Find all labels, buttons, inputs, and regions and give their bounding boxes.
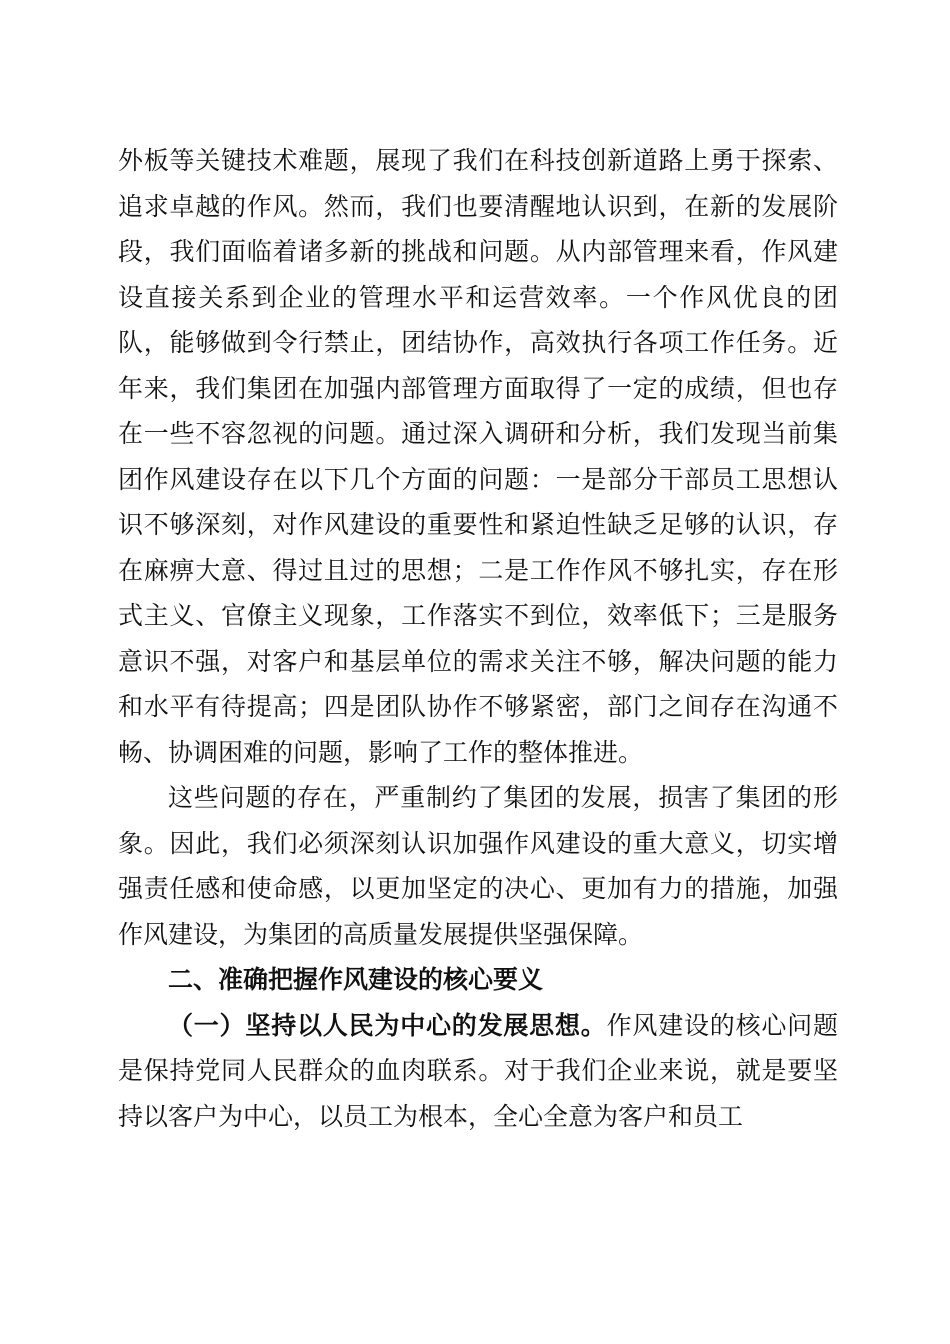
section-heading: 二、准确把握作风建设的核心要义 xyxy=(168,965,544,994)
paragraph-problems: 外板等关键技术难题，展现了我们在科技创新道路上勇于探索、追求卓越的作风。然而，我们也要清醒地认识到，在新的发展阶段，我们面临着诸多新的挑战和问题。从内部管理来看，作风建设直接关系到企业的管理水平和运营效率。一个作风优良的团队，能够做到令行禁止，团结协作，高效执行各项工作任务。近年来，我们集团在加强内部管理方面取得了一定的成绩，但也存在一些不容忽视的问题。通过深入调研和分析，我们发现当前集团作风建设存在以下几个方面的问题：一是部分干部员工思想认识不够深刻，对作风建设的重要性和紧迫性缺乏足够的认识，存在麻痹大意、得过且过的思想；二是工作作风不够扎实，存在形式主义、官僚主义现象，工作落实不到位，效率低下；三是服务意识不强，对客户和基层单位的需求关注不够，解决问题的能力和水平有待提高；四是团队协作不够紧密，部门之间存在沟通不畅、协调困难的问题，影响了工作的整体推进。 xyxy=(118,146,838,767)
subsection-body: 作风建设的核心问题是保持党同人民群众的血肉联系。对于我们企业来说，就是要坚持以客户为中心，以员工为根本，全心全意为客户和员工 xyxy=(118,1010,838,1131)
paragraph-significance: 这些问题的存在，严重制约了集团的发展，损害了集团的形象。因此，我们必须深刻认识加强作风建设的重大意义，切实增强责任感和使命感，以更加坚定的决心、更加有力的措施，加强作风建设，为集团的高质量发展提供坚强保障。 xyxy=(118,783,838,949)
subsection-paragraph xyxy=(118,1003,838,1140)
subsection-title: （一）坚持以人民为中心的发展思想。 xyxy=(168,1010,607,1040)
document-page xyxy=(118,138,838,1139)
